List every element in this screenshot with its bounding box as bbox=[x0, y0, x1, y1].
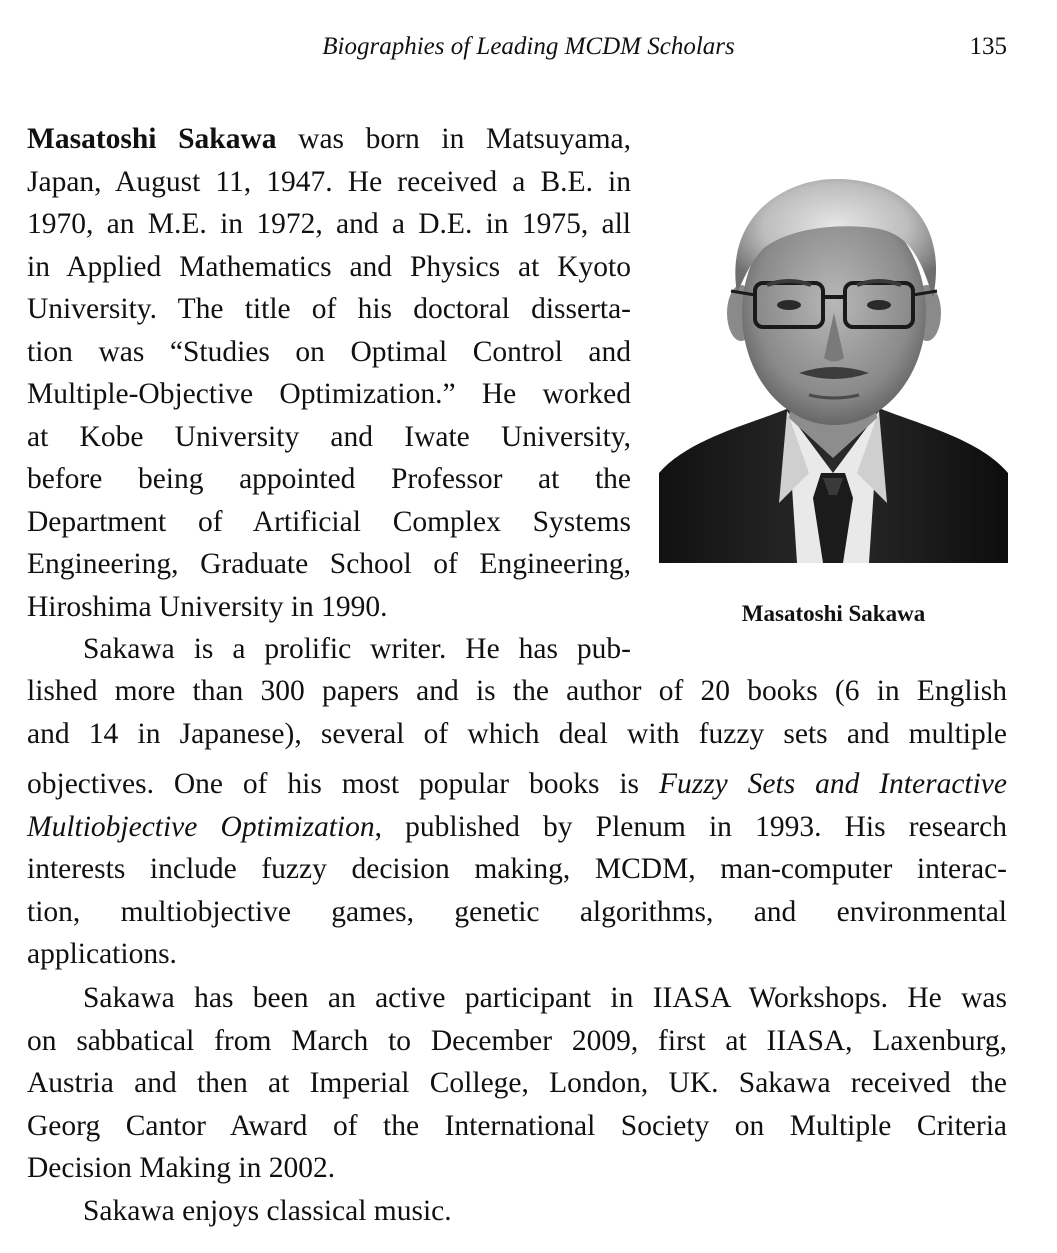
text-line: lished more than 300 papers and is the author of 20 books (6 in English bbox=[27, 675, 1007, 707]
text-line: tion was “Studies on Optimal Control and bbox=[27, 335, 631, 368]
text-line: Department of Artificial Complex Systems bbox=[27, 505, 631, 538]
page-number: 135 bbox=[969, 33, 1007, 60]
text-line: Multiple-Objective Optimization.” He worked bbox=[27, 378, 631, 410]
text-line: interests include fuzzy decision making, MCDM, man-computer interac- bbox=[27, 853, 1007, 885]
paragraph-publications-cont bbox=[27, 763, 1007, 976]
text-line: Sakawa has been an active participant in IIASA Workshops. He was bbox=[83, 982, 1007, 1014]
text-line: Georg Cantor Award of the International Society on Multiple Criteria bbox=[27, 1109, 1007, 1142]
text-line: Masatoshi Sakawa was born in Matsuyama, bbox=[27, 123, 631, 155]
text-line: tion, multiobjective games, genetic algorithms, and environmental bbox=[27, 895, 1007, 928]
paragraph-hobby bbox=[27, 1190, 1007, 1233]
text-line: at Kobe University and Iwate University, bbox=[27, 420, 631, 453]
book-title: Fuzzy Sets and Interactive bbox=[658, 768, 1007, 800]
text-line: Multiobjective Optimization, published by Plenum in 1993. His research bbox=[27, 810, 1007, 843]
portrait-image bbox=[659, 173, 1008, 563]
paragraph-biography-intro bbox=[27, 118, 631, 628]
text-line: Japan, August 11, 1947. He received a B.E. in bbox=[27, 165, 631, 198]
text-line: applications. bbox=[27, 938, 177, 970]
paragraph-iiasa bbox=[27, 977, 1007, 1190]
text-line: Hiroshima University in 1990. bbox=[27, 590, 388, 623]
text-line: Decision Making in 2002. bbox=[27, 1152, 336, 1184]
text-line: Austria and then at Imperial College, London, UK. Sakawa received the bbox=[27, 1067, 1007, 1099]
paragraph-publications-start bbox=[27, 628, 631, 671]
text-line: Sakawa is a prolific writer. He has pub- bbox=[83, 633, 631, 665]
text-line: Sakawa enjoys classical music. bbox=[83, 1195, 452, 1227]
text-line: and 14 in Japanese), several of which deal with fuzzy sets and multiple bbox=[27, 717, 1007, 750]
photo-caption: Masatoshi Sakawa bbox=[741, 601, 926, 626]
portrait-photo bbox=[659, 173, 1008, 563]
paragraph-publications bbox=[27, 670, 1007, 755]
text-line: objectives. One of his most popular books is Fuzzy Sets and Interactive bbox=[27, 768, 1007, 800]
text-line: in Applied Mathematics and Physics at Kyoto bbox=[27, 250, 631, 283]
running-header: Biographies of Leading MCDM Scholars bbox=[322, 33, 735, 60]
text-line: on sabbatical from March to December 2009, first at IIASA, Laxenburg, bbox=[27, 1024, 1007, 1057]
text-line: 1970, an M.E. in 1972, and a D.E. in 1975, all bbox=[27, 208, 631, 240]
text-line: Engineering, Graduate School of Engineering, bbox=[27, 548, 631, 580]
text-line: before being appointed Professor at the bbox=[27, 463, 631, 495]
text-line: University. The title of his doctoral disserta- bbox=[27, 293, 631, 325]
book-title: Multiobjective Optimization bbox=[27, 810, 375, 843]
scholar-name: Masatoshi Sakawa bbox=[27, 123, 277, 155]
